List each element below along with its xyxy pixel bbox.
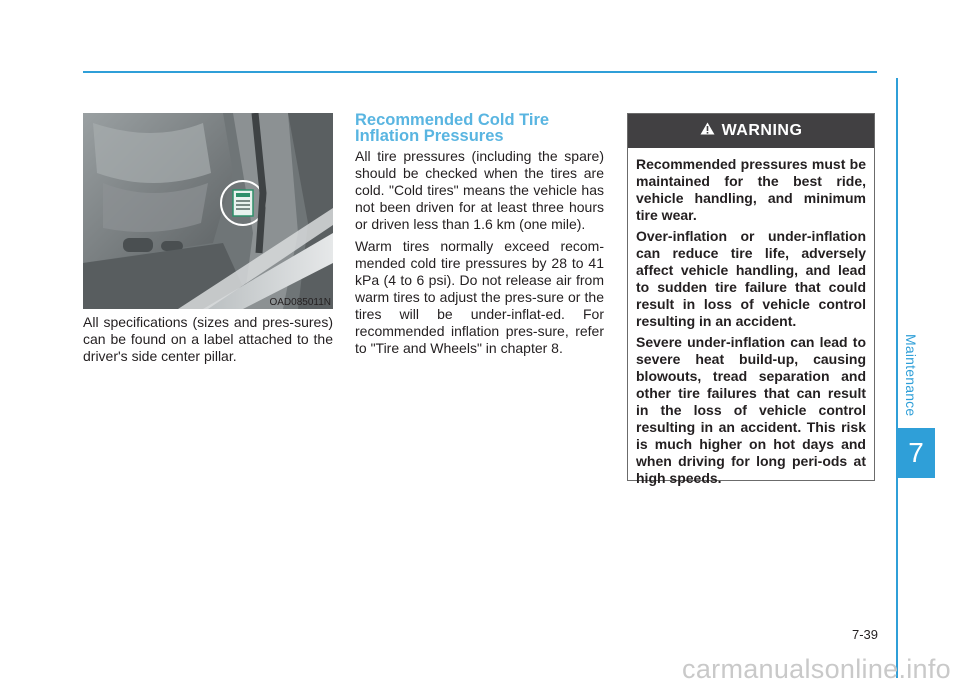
page-number: 7-39 [851, 627, 878, 642]
top-rule [83, 71, 877, 73]
door-pillar-illustration [83, 113, 333, 309]
warning-body [628, 148, 874, 487]
warning-paragraph: Recommended pressures must be maintained for the best ride, vehicle handling, and minimum tire wear. [636, 156, 866, 223]
warning-paragraph: Severe under-inflation can lead to severe heat build-up, causing blowouts, tread separation and other tire failures that can result in the loss of vehicle control resulting in an accident. This risk is much higher on hot days and when driving for long peri-ods at high speeds. [636, 334, 866, 486]
chapter-number-badge: 7 [897, 428, 935, 478]
warning-triangle-icon [700, 122, 715, 140]
warning-paragraph: Over-inflation or under-inflation can reduce tire life, adversely affect vehicle handling, and lead to sudden tire failure that could result in loss of vehicle control resulting in an accident. [636, 228, 866, 329]
section-heading: Recommended Cold Tire Inflation Pressures [355, 111, 550, 145]
tire-label-photo [83, 113, 333, 309]
warning-title: WARNING [721, 122, 803, 139]
chapter-side-label: Maintenance [903, 333, 919, 417]
section-body [355, 148, 604, 362]
body-paragraph: Warm tires normally exceed recom-mended cold tire pressures by 28 to 41 kPa (4 to 6 psi). Do not release air from warm tires to adjust the pres-sure or the tires will be under-inflat-ed. For recommended inflation pres-sure, refer to "Tire and Wheels" in chapter 8. [355, 238, 604, 356]
body-paragraph: All tire pressures (including the spare) should be checked when the tires are cold. "Cold tires" means the vehicle has not been driven for at least three hours or driven less than 1.6 km (one mile). [355, 148, 604, 232]
watermark: carmanualsonline.info [682, 653, 951, 684]
label-location-text: All specifications (sizes and pres-sures) can be found on a label attached to the driver's side center pillar. [83, 314, 333, 364]
figure-caption: OAD085011N [269, 297, 331, 308]
warning-box [627, 113, 875, 486]
warning-header [628, 114, 874, 148]
